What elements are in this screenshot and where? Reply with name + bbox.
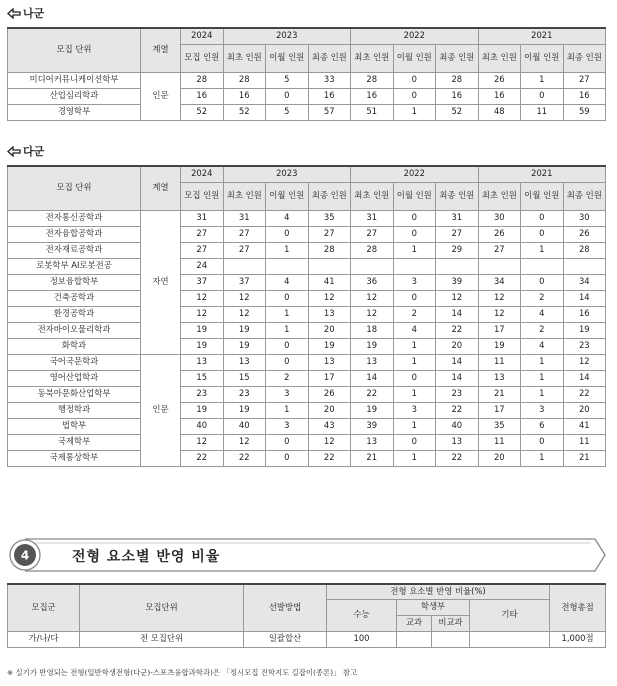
value-cell: 1 <box>393 386 436 402</box>
value-cell: 14 <box>563 370 606 386</box>
value-cell: 27 <box>181 242 224 258</box>
value-cell: 27 <box>223 226 266 242</box>
value-cell: 14 <box>351 370 394 386</box>
value-cell: 17 <box>478 402 521 418</box>
value-cell: 37 <box>223 274 266 290</box>
value-cell: 19 <box>351 402 394 418</box>
value-cell: 27 <box>351 226 394 242</box>
value-cell: 12 <box>223 306 266 322</box>
value-cell: 57 <box>308 104 351 120</box>
unit-name-cell: 동북아문화산업학부 <box>8 386 141 402</box>
value-cell <box>563 258 606 274</box>
value-cell: 59 <box>563 104 606 120</box>
value-cell: 12 <box>181 290 224 306</box>
value-cell: 24 <box>181 258 224 274</box>
value-cell: 31 <box>436 210 479 226</box>
value-cell: 12 <box>563 354 606 370</box>
col-header-group: 모집군 <box>8 584 80 631</box>
col-header-sub: 이월 인원 <box>393 182 436 210</box>
value-cell: 1 <box>266 242 309 258</box>
table-row <box>8 370 606 386</box>
value-cell: 22 <box>223 450 266 466</box>
cell-method: 일괄합산 <box>244 631 327 647</box>
unit-name-cell: 영어산업학과 <box>8 370 141 386</box>
value-cell: 16 <box>181 88 224 104</box>
value-cell: 31 <box>223 210 266 226</box>
col-header-year: 2022 <box>351 166 479 182</box>
value-cell: 0 <box>393 226 436 242</box>
value-cell: 16 <box>436 88 479 104</box>
col-header-subject: 교과 <box>397 615 432 631</box>
value-cell: 40 <box>436 418 479 434</box>
value-cell: 6 <box>521 418 564 434</box>
value-cell: 0 <box>393 290 436 306</box>
value-cell: 13 <box>351 354 394 370</box>
value-cell: 37 <box>181 274 224 290</box>
value-cell <box>223 258 266 274</box>
value-cell: 22 <box>308 450 351 466</box>
value-cell: 1 <box>266 322 309 338</box>
value-cell <box>393 258 436 274</box>
track-cell: 인문 <box>141 354 181 466</box>
table-row <box>8 290 606 306</box>
value-cell: 29 <box>436 242 479 258</box>
value-cell: 1 <box>521 242 564 258</box>
value-cell: 28 <box>308 242 351 258</box>
value-cell: 31 <box>351 210 394 226</box>
da-group-table <box>7 165 606 467</box>
value-cell: 5 <box>266 72 309 88</box>
value-cell: 19 <box>223 322 266 338</box>
value-cell: 0 <box>266 88 309 104</box>
unit-name-cell: 전자바이오물리학과 <box>8 322 141 338</box>
value-cell: 19 <box>181 338 224 354</box>
value-cell: 26 <box>478 72 521 88</box>
col-header-sub: 최초 인원 <box>478 44 521 72</box>
value-cell: 2 <box>266 370 309 386</box>
value-cell: 12 <box>181 434 224 450</box>
value-cell: 11 <box>478 354 521 370</box>
col-header-quota: 모집 인원 <box>181 44 224 72</box>
col-header-year: 2022 <box>351 28 479 44</box>
unit-name-cell: 행정학과 <box>8 402 141 418</box>
table-row <box>8 242 606 258</box>
track-cell: 자연 <box>141 210 181 354</box>
col-header-year: 2023 <box>223 28 351 44</box>
col-header-sub: 최종 인원 <box>436 44 479 72</box>
table-row <box>8 418 606 434</box>
table-row <box>8 402 606 418</box>
value-cell: 13 <box>308 354 351 370</box>
col-header-total: 전형총점 <box>550 584 606 631</box>
col-header-sub: 이월 인원 <box>266 44 309 72</box>
value-cell: 2 <box>521 290 564 306</box>
value-cell: 14 <box>436 370 479 386</box>
track-cell: 인문 <box>141 72 181 120</box>
section-number: 4 <box>20 548 30 563</box>
value-cell: 4 <box>521 338 564 354</box>
col-header-sub: 최초 인원 <box>223 182 266 210</box>
value-cell: 16 <box>351 88 394 104</box>
value-cell: 14 <box>436 306 479 322</box>
value-cell <box>478 258 521 274</box>
value-cell: 30 <box>478 210 521 226</box>
value-cell: 27 <box>223 242 266 258</box>
col-header-nonsubject: 비교과 <box>432 615 470 631</box>
value-cell: 11 <box>521 104 564 120</box>
value-cell: 22 <box>436 450 479 466</box>
col-header-unit: 모집단위 <box>80 584 244 631</box>
value-cell: 12 <box>436 290 479 306</box>
col-header-sub: 최초 인원 <box>223 44 266 72</box>
value-cell: 27 <box>181 226 224 242</box>
value-cell: 33 <box>308 72 351 88</box>
col-header-year: 2024 <box>181 166 224 182</box>
value-cell: 1 <box>521 370 564 386</box>
value-cell: 12 <box>308 290 351 306</box>
value-cell: 23 <box>181 386 224 402</box>
cell-subject <box>397 631 432 647</box>
na-group-table <box>7 27 606 121</box>
value-cell: 20 <box>436 338 479 354</box>
unit-name-cell: 법학부 <box>8 418 141 434</box>
unit-name-cell: 전자통신공학과 <box>8 210 141 226</box>
value-cell: 1 <box>393 242 436 258</box>
table-row <box>8 258 606 274</box>
value-cell: 27 <box>436 226 479 242</box>
value-cell: 0 <box>393 210 436 226</box>
value-cell: 1 <box>393 104 436 120</box>
value-cell: 52 <box>223 104 266 120</box>
cell-total: 1,000점 <box>550 631 606 647</box>
value-cell: 3 <box>266 386 309 402</box>
value-cell: 0 <box>521 274 564 290</box>
value-cell: 14 <box>436 354 479 370</box>
col-header-suneung: 수능 <box>327 599 397 631</box>
value-cell: 28 <box>223 72 266 88</box>
value-cell: 2 <box>521 322 564 338</box>
table-row <box>8 450 606 466</box>
table-row <box>8 338 606 354</box>
value-cell: 22 <box>436 322 479 338</box>
value-cell: 19 <box>563 322 606 338</box>
value-cell: 1 <box>521 450 564 466</box>
value-cell: 31 <box>181 210 224 226</box>
unit-name-cell: 국어국문학과 <box>8 354 141 370</box>
unit-name-cell: 산업심리학과 <box>8 88 141 104</box>
value-cell: 13 <box>351 434 394 450</box>
value-cell: 30 <box>563 210 606 226</box>
value-cell: 13 <box>308 306 351 322</box>
table-row <box>8 226 606 242</box>
value-cell <box>436 258 479 274</box>
value-cell: 15 <box>181 370 224 386</box>
value-cell: 3 <box>393 402 436 418</box>
value-cell: 12 <box>308 434 351 450</box>
value-cell: 16 <box>308 88 351 104</box>
value-cell: 1 <box>393 418 436 434</box>
value-cell: 21 <box>478 386 521 402</box>
value-cell: 39 <box>351 418 394 434</box>
col-header-quota: 모집 인원 <box>181 182 224 210</box>
value-cell: 19 <box>351 338 394 354</box>
value-cell: 5 <box>266 104 309 120</box>
value-cell: 19 <box>478 338 521 354</box>
value-cell: 41 <box>563 418 606 434</box>
value-cell: 23 <box>436 386 479 402</box>
col-header-track: 계열 <box>141 166 181 210</box>
value-cell: 26 <box>563 226 606 242</box>
value-cell: 12 <box>223 434 266 450</box>
value-cell: 28 <box>563 242 606 258</box>
table-row <box>8 88 606 104</box>
col-header-sub: 최초 인원 <box>478 182 521 210</box>
value-cell: 15 <box>223 370 266 386</box>
col-header-track: 계열 <box>141 28 181 72</box>
table-row <box>8 386 606 402</box>
col-header-unit: 모집 단위 <box>8 28 141 72</box>
value-cell: 0 <box>266 290 309 306</box>
value-cell: 0 <box>521 434 564 450</box>
value-cell: 18 <box>351 322 394 338</box>
value-cell: 1 <box>393 338 436 354</box>
value-cell: 12 <box>351 306 394 322</box>
value-cell <box>351 258 394 274</box>
value-cell: 1 <box>393 354 436 370</box>
value-cell: 28 <box>181 72 224 88</box>
value-cell: 3 <box>393 274 436 290</box>
value-cell: 0 <box>393 72 436 88</box>
col-header-year: 2023 <box>223 166 351 182</box>
value-cell: 0 <box>266 354 309 370</box>
value-cell: 13 <box>223 354 266 370</box>
value-cell: 26 <box>308 386 351 402</box>
value-cell: 22 <box>436 402 479 418</box>
table-row <box>8 434 606 450</box>
ratio-table <box>7 583 606 648</box>
table-row <box>8 72 606 88</box>
col-header-sub: 이월 인원 <box>521 44 564 72</box>
value-cell: 16 <box>223 88 266 104</box>
col-header-sub: 최종 인원 <box>308 182 351 210</box>
cell-group: 가/나/다 <box>8 631 80 647</box>
value-cell <box>308 258 351 274</box>
value-cell: 22 <box>563 386 606 402</box>
value-cell: 0 <box>393 88 436 104</box>
value-cell: 28 <box>351 242 394 258</box>
value-cell: 0 <box>393 434 436 450</box>
value-cell: 26 <box>478 226 521 242</box>
value-cell: 28 <box>351 72 394 88</box>
arrow-icon <box>7 8 21 19</box>
value-cell: 23 <box>563 338 606 354</box>
value-cell: 39 <box>436 274 479 290</box>
value-cell: 20 <box>308 402 351 418</box>
col-header-year: 2024 <box>181 28 224 44</box>
value-cell: 41 <box>308 274 351 290</box>
cell-suneung: 100 <box>327 631 397 647</box>
section-title: 나군 <box>23 7 45 20</box>
value-cell: 23 <box>223 386 266 402</box>
value-cell: 16 <box>563 88 606 104</box>
value-cell: 12 <box>351 290 394 306</box>
value-cell: 35 <box>478 418 521 434</box>
value-cell: 14 <box>563 290 606 306</box>
value-cell: 19 <box>181 402 224 418</box>
value-cell: 1 <box>266 402 309 418</box>
value-cell: 0 <box>266 450 309 466</box>
col-header-record: 학생부 <box>397 599 470 615</box>
col-header-etc: 기타 <box>470 599 550 631</box>
value-cell: 16 <box>563 306 606 322</box>
value-cell: 4 <box>266 210 309 226</box>
cell-nonsubject <box>432 631 470 647</box>
value-cell: 40 <box>223 418 266 434</box>
col-header-sub: 이월 인원 <box>521 182 564 210</box>
value-cell: 51 <box>351 104 394 120</box>
col-header-sub: 최종 인원 <box>563 182 606 210</box>
value-cell: 22 <box>351 386 394 402</box>
value-cell <box>521 258 564 274</box>
value-cell: 16 <box>478 88 521 104</box>
value-cell: 19 <box>223 402 266 418</box>
col-header-sub: 최초 인원 <box>351 44 394 72</box>
unit-name-cell: 전자재료공학과 <box>8 242 141 258</box>
col-header-sub: 최종 인원 <box>308 44 351 72</box>
value-cell: 48 <box>478 104 521 120</box>
value-cell: 12 <box>478 290 521 306</box>
col-header-method: 선발방법 <box>244 584 327 631</box>
value-cell: 11 <box>563 434 606 450</box>
unit-name-cell: 환경공학과 <box>8 306 141 322</box>
value-cell: 19 <box>181 322 224 338</box>
value-cell: 52 <box>181 104 224 120</box>
value-cell: 2 <box>393 306 436 322</box>
value-cell: 1 <box>393 450 436 466</box>
value-cell: 0 <box>521 226 564 242</box>
col-header-sub: 최초 인원 <box>351 182 394 210</box>
value-cell: 20 <box>563 402 606 418</box>
value-cell: 27 <box>563 72 606 88</box>
value-cell: 13 <box>181 354 224 370</box>
value-cell: 34 <box>478 274 521 290</box>
section-title: 다군 <box>23 145 45 158</box>
table-row <box>8 306 606 322</box>
section-heading-na <box>7 5 44 21</box>
value-cell: 4 <box>521 306 564 322</box>
col-header-sub: 최종 인원 <box>563 44 606 72</box>
table-row <box>8 104 606 120</box>
value-cell: 1 <box>521 72 564 88</box>
value-cell: 19 <box>308 338 351 354</box>
unit-name-cell: 로봇학부 AI로봇전공 <box>8 258 141 274</box>
value-cell: 11 <box>478 434 521 450</box>
value-cell: 0 <box>521 88 564 104</box>
table-row <box>8 210 606 226</box>
value-cell <box>266 258 309 274</box>
value-cell: 21 <box>563 450 606 466</box>
value-cell: 34 <box>563 274 606 290</box>
table-row <box>8 354 606 370</box>
value-cell: 0 <box>266 226 309 242</box>
value-cell: 19 <box>223 338 266 354</box>
unit-name-cell: 건축공학과 <box>8 290 141 306</box>
value-cell: 13 <box>478 370 521 386</box>
unit-name-cell: 정보융합학부 <box>8 274 141 290</box>
unit-name-cell: 미디어커뮤니케이션학부 <box>8 72 141 88</box>
value-cell: 52 <box>436 104 479 120</box>
value-cell: 36 <box>351 274 394 290</box>
unit-name-cell: 경영학부 <box>8 104 141 120</box>
value-cell: 27 <box>308 226 351 242</box>
unit-name-cell: 국제통상학부 <box>8 450 141 466</box>
value-cell: 20 <box>478 450 521 466</box>
col-header-sub: 최종 인원 <box>436 182 479 210</box>
value-cell: 12 <box>223 290 266 306</box>
section-heading-da <box>7 143 44 159</box>
value-cell: 0 <box>393 370 436 386</box>
cell-unit: 전 모집단위 <box>80 631 244 647</box>
value-cell: 40 <box>181 418 224 434</box>
value-cell: 3 <box>266 418 309 434</box>
value-cell: 17 <box>478 322 521 338</box>
table-row <box>8 274 606 290</box>
arrow-icon <box>7 146 21 157</box>
value-cell: 17 <box>308 370 351 386</box>
unit-name-cell: 전자융합공학과 <box>8 226 141 242</box>
col-header-sub: 이월 인원 <box>266 182 309 210</box>
value-cell: 21 <box>351 450 394 466</box>
value-cell: 43 <box>308 418 351 434</box>
value-cell: 13 <box>436 434 479 450</box>
footnote: ※ 실기가 반영되는 전형(일반학생전형(다군)-스포츠융합과학과)은 「정시모집 진학지도 길잡이(종론)」 참고 <box>7 668 358 677</box>
unit-name-cell: 국제학부 <box>8 434 141 450</box>
unit-name-cell: 화학과 <box>8 338 141 354</box>
value-cell: 27 <box>478 242 521 258</box>
value-cell: 3 <box>521 402 564 418</box>
value-cell: 22 <box>181 450 224 466</box>
value-cell: 28 <box>436 72 479 88</box>
col-header-year: 2021 <box>478 166 606 182</box>
value-cell: 1 <box>521 386 564 402</box>
value-cell: 1 <box>266 306 309 322</box>
value-cell: 12 <box>181 306 224 322</box>
section-title: 전형 요소별 반영 비율 <box>72 549 221 565</box>
value-cell: 4 <box>393 322 436 338</box>
value-cell: 35 <box>308 210 351 226</box>
value-cell: 0 <box>266 434 309 450</box>
table-row <box>8 322 606 338</box>
value-cell: 4 <box>266 274 309 290</box>
col-header-sub: 이월 인원 <box>393 44 436 72</box>
cell-etc <box>470 631 550 647</box>
value-cell: 1 <box>521 354 564 370</box>
value-cell: 0 <box>266 338 309 354</box>
col-header-ratio: 전형 요소별 반영 비율(%) <box>327 584 550 599</box>
value-cell: 0 <box>521 210 564 226</box>
col-header-unit: 모집 단위 <box>8 166 141 210</box>
value-cell: 12 <box>478 306 521 322</box>
col-header-year: 2021 <box>478 28 606 44</box>
value-cell: 20 <box>308 322 351 338</box>
